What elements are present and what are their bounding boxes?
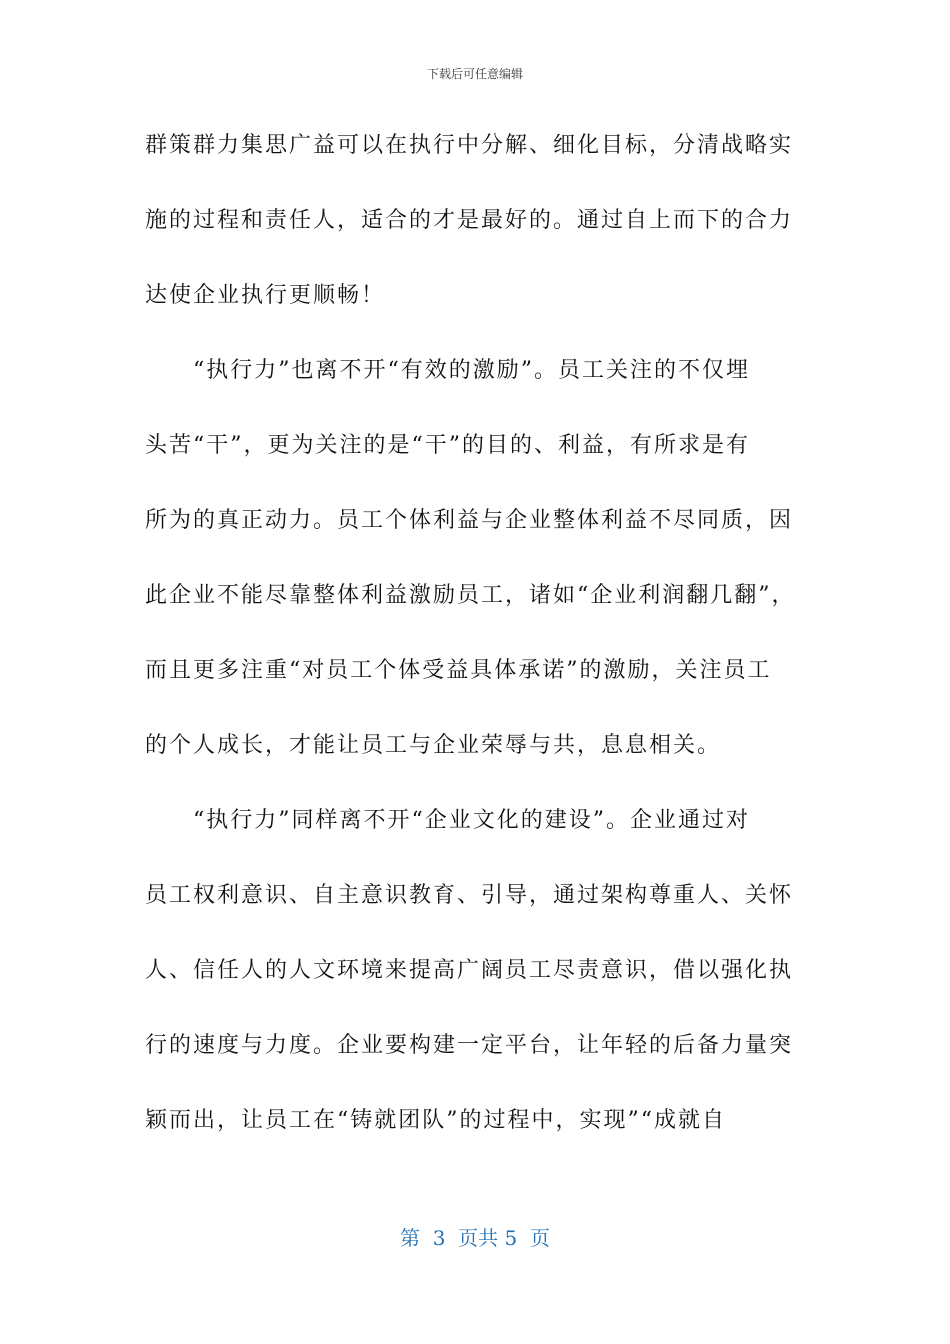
- page-number-footer: 第 3 页共 5 页: [400, 1226, 550, 1250]
- page-header: 下载后可任意编辑: [426, 67, 523, 81]
- text-line: 所为的真正动力。员工个体利益与企业整体利益不尽同质，因: [145, 508, 794, 533]
- text-line: 达使企业执行更顺畅！: [145, 283, 386, 308]
- text-line: 员工权利意识、自主意识教育、引导，通过架构尊重人、关怀: [145, 883, 794, 908]
- text-line: 而且更多注重“对员工个体受益具体承诺”的激励，关注员工: [145, 658, 772, 683]
- text-line: 颖而出，让员工在“铸就团队”的过程中，实现”“成就自: [145, 1108, 726, 1133]
- text-line: 人、信任人的人文环境来提高广阔员工尽责意识，借以强化执: [145, 958, 794, 983]
- document-body: [145, 120, 815, 1170]
- text-line: 施的过程和责任人，适合的才是最好的。通过自上而下的合力: [145, 208, 794, 233]
- text-line: “执行力”也离不开“有效的激励”。员工关注的不仅埋: [145, 358, 750, 383]
- text-line: 此企业不能尽靠整体利益激励员工，诸如“企业利润翻几翻”，: [145, 583, 796, 608]
- text-line: 群策群力集思广益可以在执行中分解、细化目标，分清战略实: [145, 133, 794, 158]
- text-line: 的个人成长，才能让员工与企业荣辱与共，息息相关。: [145, 733, 722, 758]
- text-line: 行的速度与力度。企业要构建一定平台，让年轻的后备力量突: [145, 1033, 794, 1058]
- text-line: 头苦“干”，更为关注的是“干”的目的、利益，有所求是有: [145, 433, 750, 458]
- text-line: “执行力”同样离不开“企业文化的建设”。企业通过对: [145, 808, 750, 833]
